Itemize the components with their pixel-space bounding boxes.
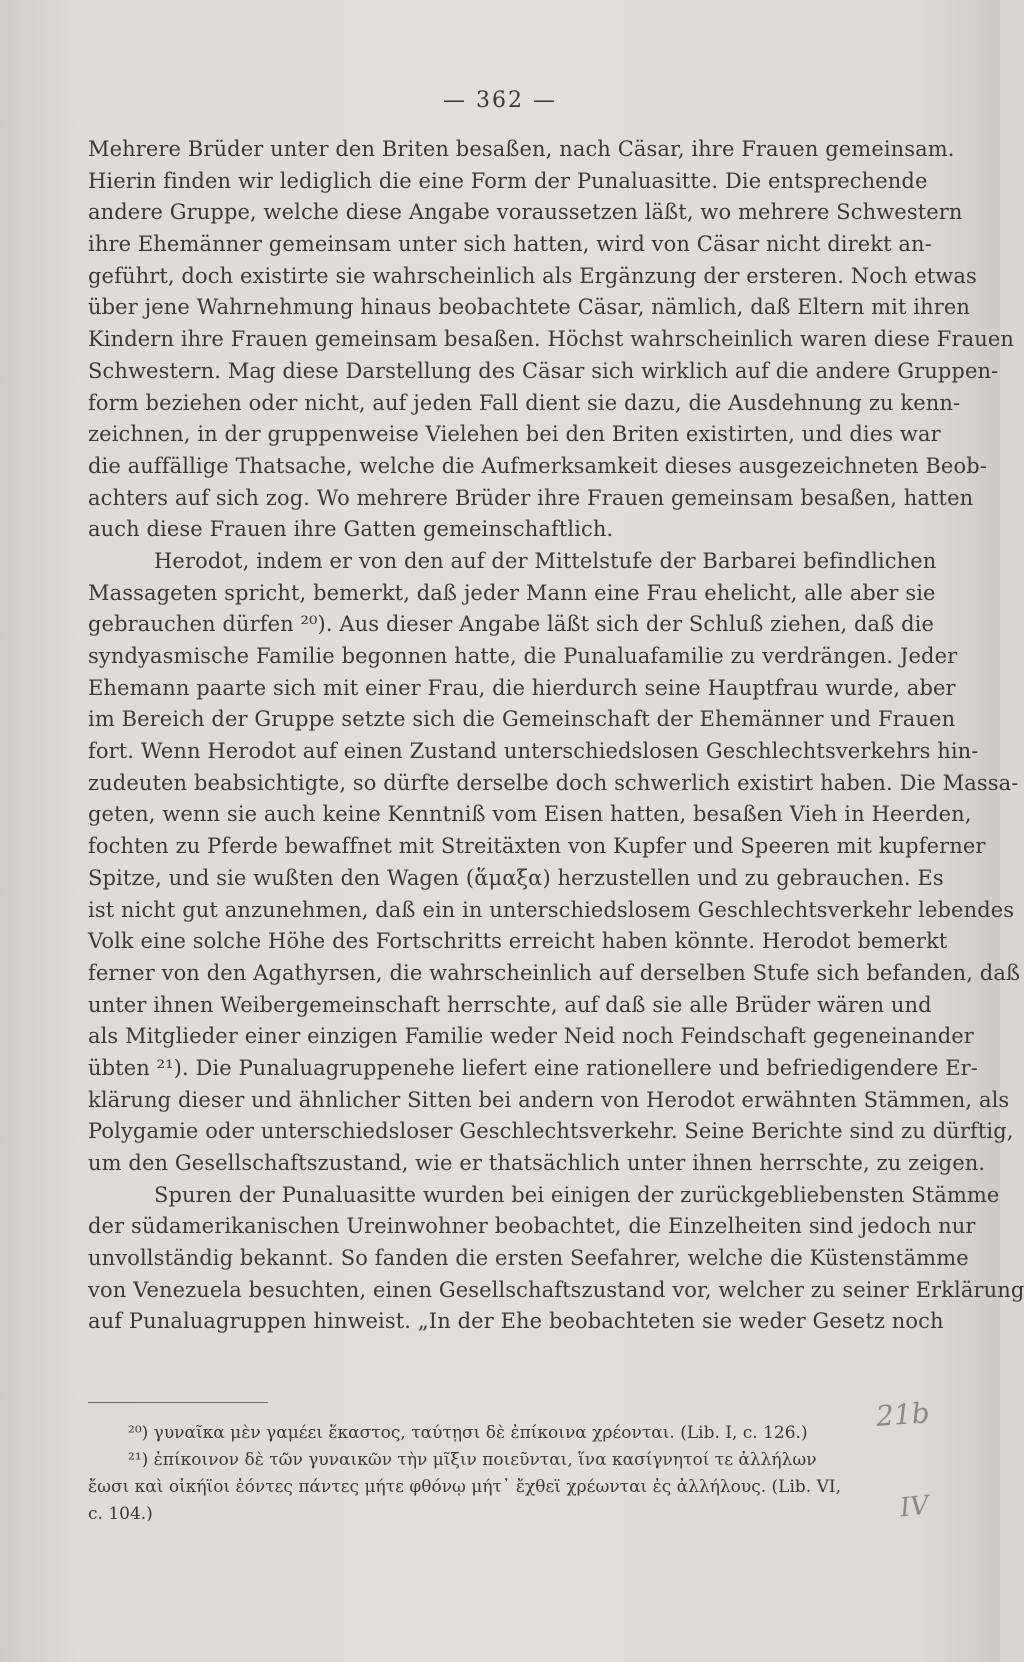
text-line: Hierin finden wir lediglich die eine Form der Punaluasitte. Die entsprechende bbox=[88, 168, 928, 193]
text-line: Spuren der Punaluasitte wurden bei einigen der zurückgebliebensten Stämme bbox=[154, 1182, 1000, 1207]
text-line: geführt, doch existirte sie wahrscheinlich als Ergänzung der ersteren. Noch etwas bbox=[88, 263, 977, 288]
text-line: Polygamie oder unterschiedsloser Geschlechtsverkehr. Seine Berichte sind zu dürftig, bbox=[88, 1119, 1014, 1144]
handwritten-annotation-roman: IV bbox=[898, 1490, 931, 1524]
footnote-divider bbox=[88, 1402, 268, 1403]
text-line: die auffällige Thatsache, welche die Aufmerksamkeit dieses ausgezeichneten Beob- bbox=[88, 453, 987, 478]
text-line: als Mitglieder einer einzigen Familie weder Neid noch Feindschaft gegeneinander bbox=[88, 1024, 974, 1049]
text-line: fort. Wenn Herodot auf einen Zustand unterschiedslosen Geschlechtsverkehrs hin- bbox=[88, 739, 979, 764]
text-line: Ehemann paarte sich mit einer Frau, die hierdurch seine Hauptfrau wurde, aber bbox=[88, 675, 956, 700]
text-line: über jene Wahrnehmung hinaus beobachtete Cäsar, nämlich, daß Eltern mit ihren bbox=[88, 295, 970, 320]
text-line: Schwestern. Mag diese Darstellung des Cäsar sich wirklich auf die andere Gruppen- bbox=[88, 358, 999, 383]
text-line: unvollständig bekannt. So fanden die ersten Seefahrer, welche die Küstenstämme bbox=[88, 1246, 969, 1271]
footnotes bbox=[88, 1420, 908, 1528]
text-line: gebrauchen dürfen ²⁰). Aus dieser Angabe läßt sich der Schluß ziehen, daß die bbox=[88, 612, 934, 637]
text-line: der südamerikanischen Ureinwohner beobachtet, die Einzelheiten sind jedoch nur bbox=[88, 1214, 976, 1239]
text-line: zeichnen, in der gruppenweise Vielehen bei den Briten existirten, und dies war bbox=[88, 422, 941, 447]
text-line: klärung dieser und ähnlicher Sitten bei andern von Herodot erwähnten Stämmen, als bbox=[88, 1087, 1010, 1112]
text-line: ist nicht gut anzunehmen, daß ein in unterschiedslosem Geschlechtsverkehr lebendes bbox=[88, 897, 1015, 922]
text-line: Herodot, indem er von den auf der Mittelstufe der Barbarei befindlichen bbox=[154, 548, 937, 573]
text-line: achters auf sich zog. Wo mehrere Brüder ihre Frauen gemeinsam besaßen, hatten bbox=[88, 485, 974, 510]
text-line: um den Gesellschaftszustand, wie er thatsächlich unter ihnen herrschte, zu zeigen. bbox=[88, 1151, 986, 1175]
text-line: Mehrere Brüder unter den Briten besaßen, nach Cäsar, ihre Frauen gemeinsam. bbox=[88, 137, 955, 161]
text-line: Volk eine solche Höhe des Fortschritts erreicht haben könnte. Herodot bemerkt bbox=[88, 929, 948, 954]
text-line: andere Gruppe, welche diese Angabe voraussetzen läßt, wo mehrere Schwestern bbox=[88, 200, 963, 225]
footnote-20: ²⁰) γυναῖκα μὲν γαμέει ἕκαστος, ταύτῃσι δὲ ἐπίκοινα χρέονται. (Lib. I, c. 126.) bbox=[128, 1423, 808, 1443]
text-line: Spitze, und sie wußten den Wagen (ἅμαξα) herzustellen und zu gebrauchen. Es bbox=[88, 865, 944, 890]
footnote-21-continued: ἔωσι καὶ οἰκήϊοι ἐόντες πάντες μήτε φθόνῳ μήτ᾽ ἔχθεϊ χρέωνται ἐς ἀλλήλους. (Lib. VI, bbox=[88, 1477, 841, 1497]
text-line: im Bereich der Gruppe setzte sich die Gemeinschaft der Ehemänner und Frauen bbox=[88, 707, 956, 732]
text-line: syndyasmische Familie begonnen hatte, die Punaluafamilie zu verdrängen. Jeder bbox=[88, 644, 958, 668]
footnote-21-end: c. 104.) bbox=[88, 1504, 153, 1524]
text-line: auch diese Frauen ihre Gatten gemeinschaftlich. bbox=[88, 517, 614, 542]
footnote-21: ²¹) ἐπίκοινον δὲ τῶν γυναικῶν τὴν μῖξιν ποιεῦνται, ἵνα κασίγνητοί τε ἀλλήλων bbox=[128, 1450, 817, 1470]
text-line: Kindern ihre Frauen gemeinsam besaßen. Höchst wahrscheinlich waren diese Frauen bbox=[88, 327, 1014, 352]
text-line: fochten zu Pferde bewaffnet mit Streitäxten von Kupfer und Speeren mit kupferner bbox=[88, 834, 986, 859]
text-line: auf Punaluagruppen hinweist. „In der Ehe beobachteten sie weder Gesetz noch bbox=[88, 1309, 944, 1334]
text-line: Massageten spricht, bemerkt, daß jeder Mann eine Frau ehelicht, alle aber sie bbox=[88, 580, 936, 605]
text-line: zudeuten beabsichtigte, so dürfte derselbe doch schwerlich existirt haben. Die Massa- bbox=[88, 770, 1019, 795]
handwritten-annotation: 21b bbox=[874, 1396, 931, 1433]
text-line: übten ²¹). Die Punaluagruppenehe liefert eine rationellere und befriedigendere Er- bbox=[88, 1055, 978, 1080]
body-text bbox=[88, 134, 1024, 1338]
text-line: ferner von den Agathyrsen, die wahrscheinlich auf derselben Stufe sich befanden, daß bbox=[88, 960, 1021, 985]
text-line: unter ihnen Weibergemeinschaft herrschte, auf daß sie alle Brüder wären und bbox=[88, 992, 932, 1017]
text-line: geten, wenn sie auch keine Kenntniß vom Eisen hatten, besaßen Vieh in Heerden, bbox=[88, 802, 972, 827]
text-line: von Venezuela besuchten, einen Gesellschaftszustand vor, welcher zu seiner Erklärung bbox=[88, 1277, 1024, 1302]
page-number: — 362 — bbox=[443, 88, 557, 113]
text-line: form beziehen oder nicht, auf jeden Fall dient sie dazu, die Ausdehnung zu kenn- bbox=[88, 390, 961, 415]
text-line: ihre Ehemänner gemeinsam unter sich hatten, wird von Cäsar nicht direkt an- bbox=[88, 232, 932, 257]
